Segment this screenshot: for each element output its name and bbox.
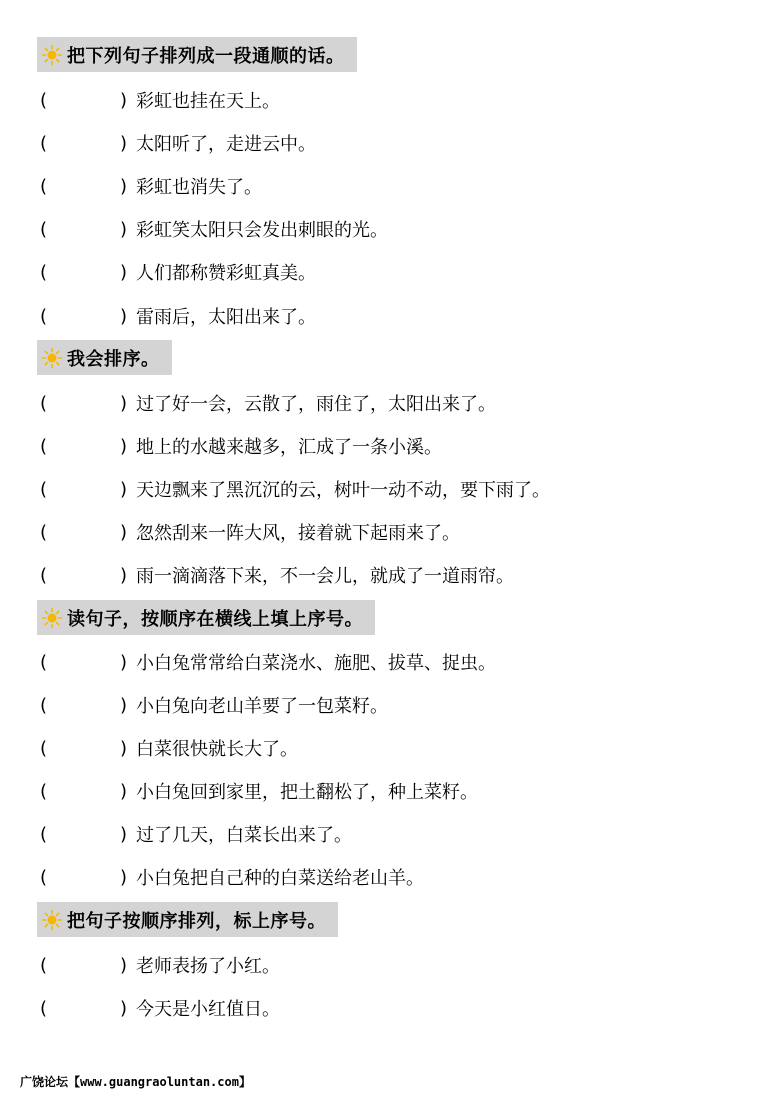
list-item [40,560,514,590]
list-item [40,128,316,158]
sun-icon [41,347,63,369]
list-item [40,214,388,244]
section-title: 我会排序。 [67,348,160,370]
answer-blank-close: ) [120,478,128,500]
sentence-text: 忽然刮来一阵大风，接着就下起雨来了。 [136,523,460,544]
section-header [37,340,172,375]
answer-blank-open[interactable]: ( [40,132,48,154]
answer-blank-open[interactable]: ( [40,866,48,888]
section-header [37,37,357,72]
list-item [40,950,280,980]
sentence-text: 白菜很快就长大了。 [136,739,298,760]
section-title: 把句子按顺序排列，标上序号。 [67,910,326,932]
answer-blank-close: ) [120,737,128,759]
sentence-text: 老师表扬了小红。 [136,956,280,977]
answer-blank-open[interactable]: ( [40,564,48,586]
list-item [40,733,298,763]
section-header [37,600,375,635]
sentence-text: 彩虹也消失了。 [136,177,262,198]
list-item [40,257,316,287]
answer-blank-open[interactable]: ( [40,694,48,716]
answer-blank-open[interactable]: ( [40,435,48,457]
answer-blank-open[interactable]: ( [40,89,48,111]
answer-blank-close: ) [120,89,128,111]
answer-blank-open[interactable]: ( [40,305,48,327]
answer-blank-close: ) [120,694,128,716]
answer-blank-close: ) [120,954,128,976]
sentence-text: 人们都称赞彩虹真美。 [136,263,316,284]
sentence-text: 小白兔回到家里，把土翻松了，种上菜籽。 [136,782,478,803]
sentence-text: 地上的水越来越多，汇成了一条小溪。 [136,437,442,458]
sentence-text: 小白兔向老山羊要了一包菜籽。 [136,696,388,717]
answer-blank-open[interactable]: ( [40,651,48,673]
section-title: 把下列句子排列成一段通顺的话。 [67,45,345,67]
answer-blank-close: ) [120,132,128,154]
list-item [40,517,460,547]
list-item [40,690,388,720]
answer-blank-open[interactable]: ( [40,175,48,197]
sentence-text: 雨一滴滴落下来，不一会儿，就成了一道雨帘。 [136,566,514,587]
answer-blank-open[interactable]: ( [40,954,48,976]
sentence-text: 小白兔常常给白菜浇水、施肥、拔草、捉虫。 [136,653,496,674]
section-header [37,902,338,937]
list-item [40,819,352,849]
answer-blank-close: ) [120,261,128,283]
answer-blank-open[interactable]: ( [40,261,48,283]
sentence-text: 今天是小红值日。 [136,999,280,1020]
sentence-text: 雷雨后，太阳出来了。 [136,307,316,328]
answer-blank-close: ) [120,823,128,845]
list-item [40,85,280,115]
sentence-text: 小白兔把自己种的白菜送给老山羊。 [136,868,424,889]
answer-blank-open[interactable]: ( [40,780,48,802]
answer-blank-close: ) [120,521,128,543]
answer-blank-open[interactable]: ( [40,823,48,845]
list-item [40,171,262,201]
list-item [40,431,442,461]
sun-icon [41,44,63,66]
answer-blank-close: ) [120,780,128,802]
list-item [40,862,424,892]
answer-blank-open[interactable]: ( [40,392,48,414]
sun-icon [41,909,63,931]
footer-source: 广饶论坛【www.guangraoluntan.com】 [20,1075,251,1089]
list-item [40,647,496,677]
list-item [40,301,316,331]
answer-blank-close: ) [120,392,128,414]
sentence-text: 彩虹笑太阳只会发出刺眼的光。 [136,220,388,241]
list-item [40,993,280,1023]
answer-blank-close: ) [120,866,128,888]
answer-blank-close: ) [120,305,128,327]
answer-blank-close: ) [120,651,128,673]
answer-blank-open[interactable]: ( [40,218,48,240]
answer-blank-close: ) [120,175,128,197]
answer-blank-open[interactable]: ( [40,997,48,1019]
answer-blank-close: ) [120,564,128,586]
answer-blank-open[interactable]: ( [40,521,48,543]
list-item [40,474,550,504]
sentence-text: 过了好一会，云散了，雨住了，太阳出来了。 [136,394,496,415]
answer-blank-close: ) [120,218,128,240]
list-item [40,388,496,418]
section-title: 读句子，按顺序在横线上填上序号。 [67,608,363,630]
answer-blank-close: ) [120,435,128,457]
sentence-text: 过了几天，白菜长出来了。 [136,825,352,846]
sentence-text: 天边飘来了黑沉沉的云，树叶一动不动，要下雨了。 [136,480,550,501]
answer-blank-open[interactable]: ( [40,737,48,759]
list-item [40,776,478,806]
sentence-text: 彩虹也挂在天上。 [136,91,280,112]
sentence-text: 太阳听了，走进云中。 [136,134,316,155]
answer-blank-open[interactable]: ( [40,478,48,500]
answer-blank-close: ) [120,997,128,1019]
sun-icon [41,607,63,629]
